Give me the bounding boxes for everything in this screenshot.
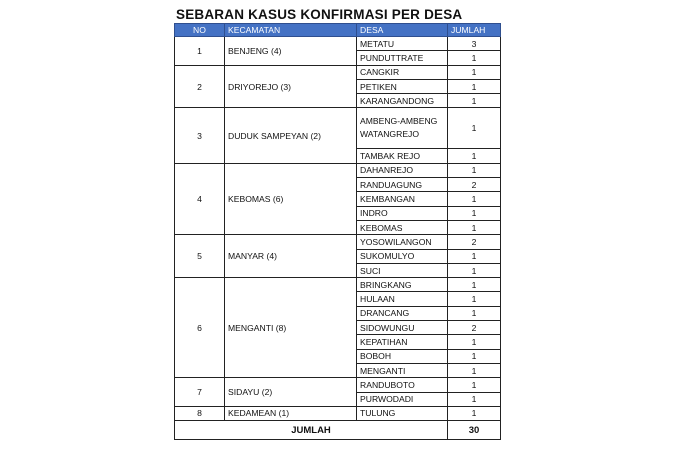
row-desa: INDRO [357,206,448,220]
row-kecamatan: MANYAR (4) [225,235,357,278]
row-no: 8 [175,406,225,420]
row-desa: PETIKEN [357,79,448,93]
table-row [175,37,501,51]
row-desa: SUCI [357,263,448,277]
row-kecamatan: DUDUK SAMPEYAN (2) [225,108,357,163]
table-row [175,108,501,149]
row-desa: MENGANTI [357,363,448,377]
row-desa: DRANCANG [357,306,448,320]
row-desa: SUKOMULYO [357,249,448,263]
row-no: 7 [175,378,225,407]
header-jumlah: JUMLAH [448,24,501,37]
row-desa: HULAAN [357,292,448,306]
row-jumlah: 1 [448,220,501,234]
row-desa: RANDUBOTO [357,378,448,392]
row-no: 2 [175,65,225,108]
row-desa: PUNDUTTRATE [357,51,448,65]
row-desa: PURWODADI [357,392,448,406]
row-desa: METATU [357,37,448,51]
row-jumlah: 1 [448,79,501,93]
row-jumlah: 1 [448,206,501,220]
row-desa: DAHANREJO [357,163,448,177]
row-jumlah: 2 [448,321,501,335]
row-desa: BOBOH [357,349,448,363]
row-kecamatan: KEDAMEAN (1) [225,406,357,420]
row-jumlah: 1 [448,392,501,406]
row-no: 4 [175,163,225,234]
row-desa: KEPATIHAN [357,335,448,349]
cases-table [174,23,501,440]
table-header-row [175,24,501,37]
row-desa: AMBENG-AMBENG WATANGREJO [357,108,448,149]
row-jumlah: 1 [448,335,501,349]
row-jumlah: 3 [448,37,501,51]
row-no: 3 [175,108,225,163]
row-kecamatan: DRIYOREJO (3) [225,65,357,108]
table-row [175,235,501,249]
row-kecamatan: MENGANTI (8) [225,278,357,378]
table-row [175,378,501,392]
row-kecamatan: SIDAYU (2) [225,378,357,407]
table-row [175,163,501,177]
row-no: 1 [175,37,225,66]
page-title: SEBARAN KASUS KONFIRMASI PER DESA [176,7,463,22]
row-kecamatan: KEBOMAS (6) [225,163,357,234]
row-jumlah: 1 [448,149,501,163]
row-desa: BRINGKANG [357,278,448,292]
row-jumlah: 1 [448,278,501,292]
table-row [175,406,501,420]
row-jumlah: 2 [448,178,501,192]
header-no: NO [175,24,225,37]
row-jumlah: 1 [448,263,501,277]
row-desa: KEMBANGAN [357,192,448,206]
row-jumlah: 1 [448,378,501,392]
row-jumlah: 1 [448,349,501,363]
table-row [175,278,501,292]
row-no: 5 [175,235,225,278]
row-desa: KEBOMAS [357,220,448,234]
row-desa: YOSOWILANGON [357,235,448,249]
total-label: JUMLAH [175,421,448,440]
row-jumlah: 1 [448,363,501,377]
row-jumlah: 1 [448,94,501,108]
header-kecamatan: KECAMATAN [225,24,357,37]
table-row [175,65,501,79]
row-no: 6 [175,278,225,378]
row-jumlah: 1 [448,406,501,420]
row-jumlah: 1 [448,51,501,65]
row-jumlah: 1 [448,292,501,306]
row-desa: TAMBAK REJO [357,149,448,163]
row-desa: SIDOWUNGU [357,321,448,335]
total-row [175,421,501,440]
row-jumlah: 2 [448,235,501,249]
row-jumlah: 1 [448,306,501,320]
row-jumlah: 1 [448,108,501,149]
table-body [175,37,501,421]
row-jumlah: 1 [448,192,501,206]
row-jumlah: 1 [448,249,501,263]
row-desa: KARANGANDONG [357,94,448,108]
row-jumlah: 1 [448,163,501,177]
row-kecamatan: BENJENG (4) [225,37,357,66]
row-desa: RANDUAGUNG [357,178,448,192]
row-desa: TULUNG [357,406,448,420]
row-desa: CANGKIR [357,65,448,79]
header-desa: DESA [357,24,448,37]
row-jumlah: 1 [448,65,501,79]
total-value: 30 [448,421,501,440]
